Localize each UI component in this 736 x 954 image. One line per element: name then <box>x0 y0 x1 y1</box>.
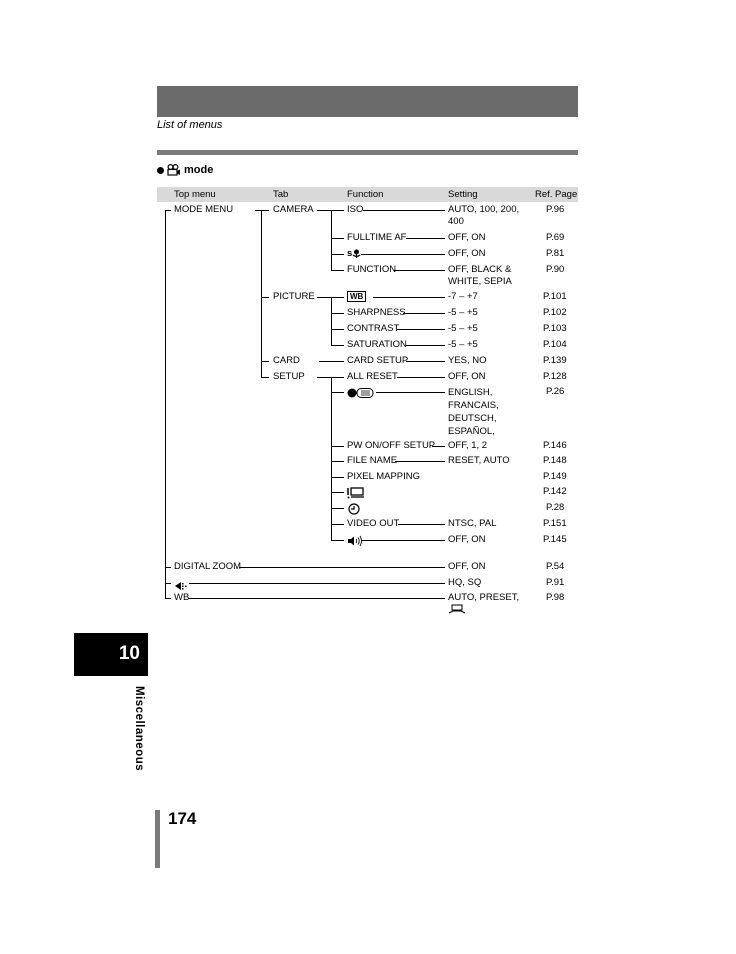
ref-card-setup: P.139 <box>543 355 567 366</box>
supermacro-label: s <box>347 248 353 259</box>
ref-saturation: P.104 <box>543 339 567 350</box>
col-top-menu: Top menu <box>174 189 216 200</box>
setting-all-reset: OFF, ON <box>448 371 486 382</box>
setting-wb: AUTO, PRESET, <box>448 592 519 615</box>
setting-sharpness: -5 – +5 <box>448 307 478 318</box>
function-file-name: FILE NAME <box>347 455 398 466</box>
col-ref-page: Ref. Page <box>535 189 578 200</box>
setting-file-name: RESET, AUTO <box>448 455 510 466</box>
setting-fulltime-af: OFF, ON <box>448 232 486 243</box>
setting-contrast: -5 – +5 <box>448 323 478 334</box>
ref-monitor-brightness: P.142 <box>543 486 567 497</box>
section-title <box>157 164 213 176</box>
chapter-label: Miscellaneous <box>133 686 145 772</box>
page-subtitle: List of menus <box>157 119 223 131</box>
ref-wb: P.98 <box>546 592 565 603</box>
tab-picture: PICTURE <box>273 291 315 302</box>
ref-fulltime-af: P.69 <box>546 232 565 243</box>
menu-wb: WB <box>174 592 190 603</box>
function-supermacro <box>347 248 361 260</box>
one-touch-wb-icon <box>448 604 466 615</box>
function-video-out: VIDEO OUT <box>347 518 400 529</box>
function-iso: ISO <box>347 204 364 215</box>
movie-camera-icon <box>167 164 181 176</box>
col-function: Function <box>347 189 384 200</box>
language-icon <box>347 386 375 404</box>
function-saturation: SATURATION <box>347 339 407 350</box>
ref-contrast: P.103 <box>543 323 567 334</box>
col-setting: Setting <box>448 189 478 200</box>
function-sharpness: SHARPNESS <box>347 307 406 318</box>
function-wb-adjust <box>347 291 366 303</box>
tab-camera: CAMERA <box>273 204 314 215</box>
setting-wb-adjust: -7 – +7 <box>448 291 478 302</box>
ref-supermacro: P.81 <box>546 248 565 259</box>
record-dot-icon <box>157 167 164 174</box>
chapter-number: 10 <box>118 643 140 664</box>
page-number: 174 <box>168 809 197 828</box>
col-tab: Tab <box>273 189 289 200</box>
page-number-bar <box>155 810 160 868</box>
section-title-text: mode <box>184 164 214 176</box>
function-pixel-mapping: PIXEL MAPPING <box>347 471 421 482</box>
ref-video-out: P.151 <box>543 518 567 529</box>
section-divider <box>157 150 578 155</box>
chapter-tab <box>74 633 148 676</box>
speaker-icon <box>347 534 363 552</box>
tab-setup: SETUP <box>273 371 305 382</box>
ref-wb-adjust: P.101 <box>543 291 567 302</box>
ref-beep: P.145 <box>543 534 567 545</box>
ref-language: P.26 <box>546 386 565 397</box>
function-all-reset: ALL RESET <box>347 371 398 382</box>
function-pw-onoff-setup: PW ON/OFF SETUP <box>347 440 436 451</box>
menu-digital-zoom: DIGITAL ZOOM <box>174 561 242 572</box>
flower-icon <box>352 249 361 258</box>
ref-clock: P.28 <box>546 502 565 513</box>
ref-file-name: P.148 <box>543 455 567 466</box>
function-fulltime-af: FULLTIME AF <box>347 232 407 243</box>
ref-digital-zoom: P.54 <box>546 561 565 572</box>
setting-iso: AUTO, 100, 200, 400 <box>448 204 520 227</box>
header-bar <box>157 86 578 117</box>
function-card-setup: CARD SETUP <box>347 355 409 366</box>
ref-pw-onoff: P.146 <box>543 440 567 451</box>
ref-function: P.90 <box>546 264 565 275</box>
setting-supermacro: OFF, ON <box>448 248 486 259</box>
ref-sharpness: P.102 <box>543 307 567 318</box>
setting-language: ENGLISH, FRANCAIS, DEUTSCH, ESPAÑOL, <box>448 387 499 437</box>
setting-beep: OFF, ON <box>448 534 486 545</box>
ref-pixel-mapping: P.149 <box>543 471 567 482</box>
ref-quality: P.91 <box>546 577 565 588</box>
ref-iso: P.96 <box>546 204 565 215</box>
ref-all-reset: P.128 <box>543 371 567 382</box>
function-contrast: CONTRAST <box>347 323 400 334</box>
table-header <box>157 187 578 202</box>
setting-card-setup: YES, NO <box>448 355 487 366</box>
function-function: FUNCTION <box>347 264 397 275</box>
tab-card: CARD <box>273 355 300 366</box>
setting-saturation: -5 – +5 <box>448 339 478 350</box>
setting-video-out: NTSC, PAL <box>448 518 497 529</box>
wb-adjust-icon: WB <box>347 291 366 302</box>
setting-pw-onoff: OFF, 1, 2 <box>448 440 488 451</box>
menu-mode-menu: MODE MENU <box>174 204 234 215</box>
setting-quality: HQ, SQ <box>448 577 482 588</box>
setting-digital-zoom: OFF, ON <box>448 561 486 572</box>
setting-function: OFF, BLACK & WHITE, SEPIA <box>448 264 512 287</box>
